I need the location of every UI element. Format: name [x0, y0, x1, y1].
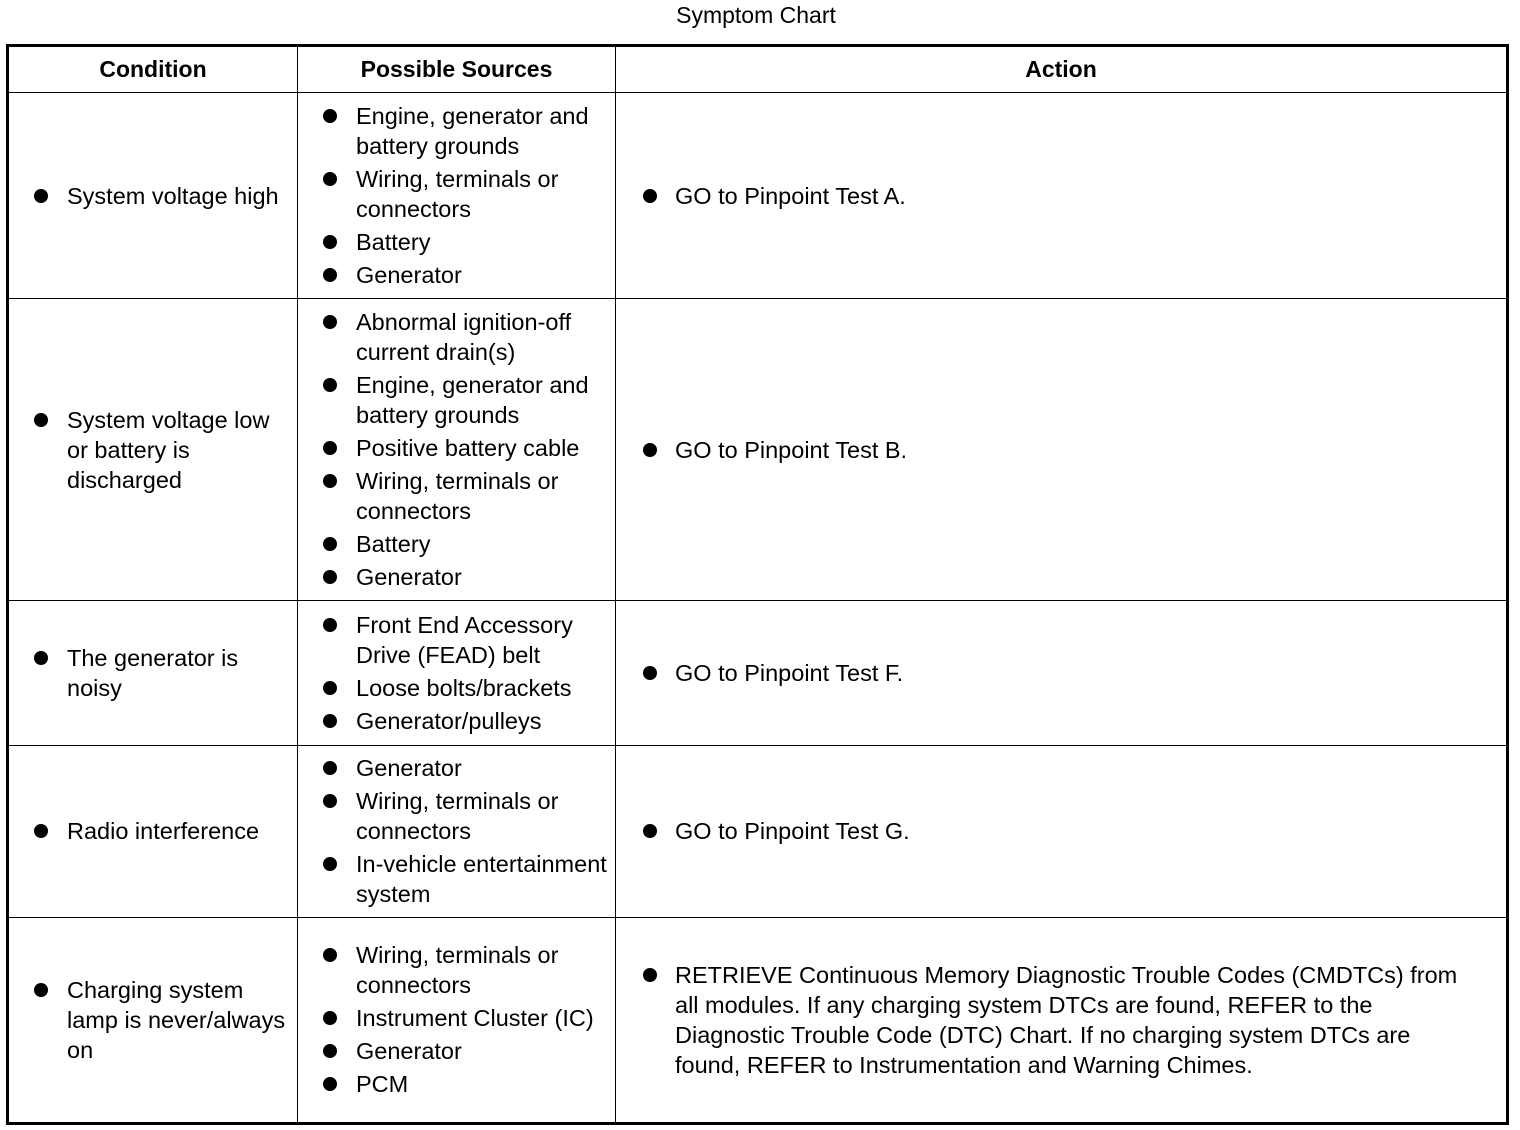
action-cell [616, 93, 1508, 299]
source-item: Generator [356, 753, 609, 783]
source-item: Battery [356, 227, 609, 257]
condition-text: Radio interference [67, 816, 289, 846]
symptom-chart-table [6, 44, 1509, 1125]
table-row [8, 93, 1508, 299]
source-item: Wiring, terminals or connectors [356, 164, 609, 224]
action-text: GO to Pinpoint Test G. [675, 816, 1476, 846]
sources-cell [298, 299, 616, 601]
source-item: Generator/pulleys [356, 706, 609, 736]
source-item: Front End Accessory Drive (FEAD) belt [356, 610, 609, 670]
source-item: Generator [356, 1036, 609, 1066]
table-row [8, 299, 1508, 601]
action-text: GO to Pinpoint Test F. [675, 658, 1476, 688]
sources-cell [298, 745, 616, 917]
table-row [8, 601, 1508, 745]
action-text: GO to Pinpoint Test B. [675, 435, 1476, 465]
sources-cell [298, 917, 616, 1123]
table-row [8, 745, 1508, 917]
source-item: Engine, generator and battery grounds [356, 101, 609, 161]
source-item: Engine, generator and battery grounds [356, 370, 609, 430]
action-cell [616, 745, 1508, 917]
action-text: GO to Pinpoint Test A. [675, 181, 1476, 211]
source-item: Positive battery cable [356, 433, 609, 463]
source-item: Instrument Cluster (IC) [356, 1003, 609, 1033]
condition-text: System voltage low or battery is discharged [67, 405, 289, 495]
condition-text: The generator is noisy [67, 643, 289, 703]
source-item: Loose bolts/brackets [356, 673, 609, 703]
source-item: PCM [356, 1069, 609, 1099]
source-item: Wiring, terminals or connectors [356, 940, 609, 1000]
condition-header: Condition [8, 46, 298, 93]
action-cell [616, 299, 1508, 601]
chart-caption: Symptom Chart [676, 2, 836, 28]
condition-cell [8, 745, 298, 917]
condition-cell [8, 93, 298, 299]
source-item: Generator [356, 260, 609, 290]
source-item: In-vehicle entertainment system [356, 849, 609, 909]
source-item: Abnormal ignition-off current drain(s) [356, 307, 609, 367]
condition-cell [8, 601, 298, 745]
possible-sources-header: Possible Sources [298, 46, 616, 93]
action-cell [616, 601, 1508, 745]
source-item: Battery [356, 529, 609, 559]
sources-cell [298, 93, 616, 299]
header-row [8, 46, 1508, 93]
source-item: Generator [356, 562, 609, 592]
condition-cell [8, 299, 298, 601]
sources-cell [298, 601, 616, 745]
condition-cell [8, 917, 298, 1123]
condition-text: Charging system lamp is never/always on [67, 975, 289, 1065]
action-header: Action [616, 46, 1508, 93]
action-cell [616, 917, 1508, 1123]
action-text: RETRIEVE Continuous Memory Diagnostic Trouble Codes (CMDTCs) from all modules. If any charging system DTCs are found, REFER to the Diagnostic Trouble Code (DTC) Chart. If no charging system DTCs are found, REFER to Instrumentation and Warning Chimes. [675, 960, 1476, 1080]
source-item: Wiring, terminals or connectors [356, 786, 609, 846]
source-item: Wiring, terminals or connectors [356, 466, 609, 526]
table-row [8, 917, 1508, 1123]
condition-text: System voltage high [67, 181, 289, 211]
